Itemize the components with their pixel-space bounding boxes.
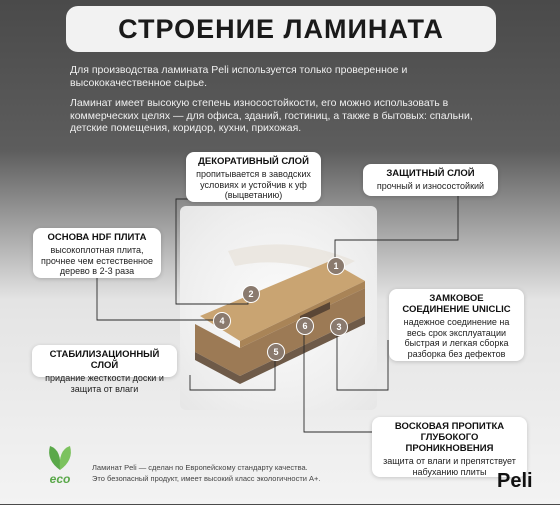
eco-leaf-icon (42, 440, 78, 500)
stabilizing-heading: СТАБИЛИЗАЦИОННЫЙ СЛОЙ (49, 349, 160, 371)
label-wax-impregnation (372, 417, 527, 477)
marker-5: 5 (267, 343, 285, 361)
lock-text: надежное соединение на весь срок эксплуатации быстрая и легкая сборка разборка без дефектов (403, 317, 510, 359)
intro-paragraph-1: Для производства ламината Peli используется только проверенное и высококачественное сырье. (70, 64, 408, 89)
marker-2: 2 (242, 285, 260, 303)
hdf-heading: ОСНОВА HDF ПЛИТА (47, 232, 147, 243)
marker-6: 6 (296, 317, 314, 335)
wax-text: защита от влаги и препятствует набуханию плиты (383, 456, 516, 477)
eco-badge (42, 440, 78, 500)
lock-heading: ЗАМКОВОЕ СОЕДИНЕНИЕ UNICLIC (402, 293, 511, 315)
marker-1: 1 (327, 257, 345, 275)
stabilizing-text: придание жесткости доски и защита от влаги (45, 373, 164, 394)
label-stabilizing-layer (32, 345, 177, 394)
decorative-text: пропитывается в заводских условиях и устойчив к уф (выцветанию) (196, 169, 311, 200)
footer-text (92, 462, 321, 484)
label-protective-layer (363, 164, 498, 196)
decorative-heading: ДЕКОРАТИВНЫЙ СЛОЙ (198, 156, 309, 167)
marker-3: 3 (330, 318, 348, 336)
hdf-text: высокоплотная плита, прочнее чем естественное дерево в 2-3 раза (40, 245, 154, 276)
protective-heading: ЗАЩИТНЫЙ СЛОЙ (386, 168, 475, 179)
leader-4 (97, 278, 220, 320)
footer-line-2: Это безопасный продукт, имеет высокий класс экологичности А+. (92, 474, 321, 483)
label-hdf-core (33, 228, 161, 278)
label-decorative-layer (186, 152, 321, 202)
eco-label: eco (49, 472, 71, 486)
leader-5 (190, 352, 275, 390)
footer-line-1: Ламинат Peli — сделан по Европейскому стандарту качества. (92, 463, 308, 472)
wax-heading: ВОСКОВАЯ ПРОПИТКА ГЛУБОКОГО ПРОНИКНОВЕНИЯ (394, 421, 505, 454)
leader-3 (337, 330, 388, 390)
intro-paragraph-2: Ламинат имеет высокую степень износостойкости, его можно использовать в коммерческих целях — для офиса, зданий, гостиниц, а также в бытовых: спальни, детские помещения, коридор, кухни, прихожая. (70, 97, 473, 134)
marker-4: 4 (213, 312, 231, 330)
brand-logo: Peli (497, 470, 533, 492)
leader-6 (304, 326, 372, 432)
label-lock-uniclic (389, 289, 524, 361)
protective-text: прочный и износостойкий (376, 181, 485, 191)
leader-1 (335, 196, 458, 263)
page-title: СТРОЕНИЕ ЛАМИНАТА (118, 13, 444, 44)
leader-2 (176, 199, 248, 304)
